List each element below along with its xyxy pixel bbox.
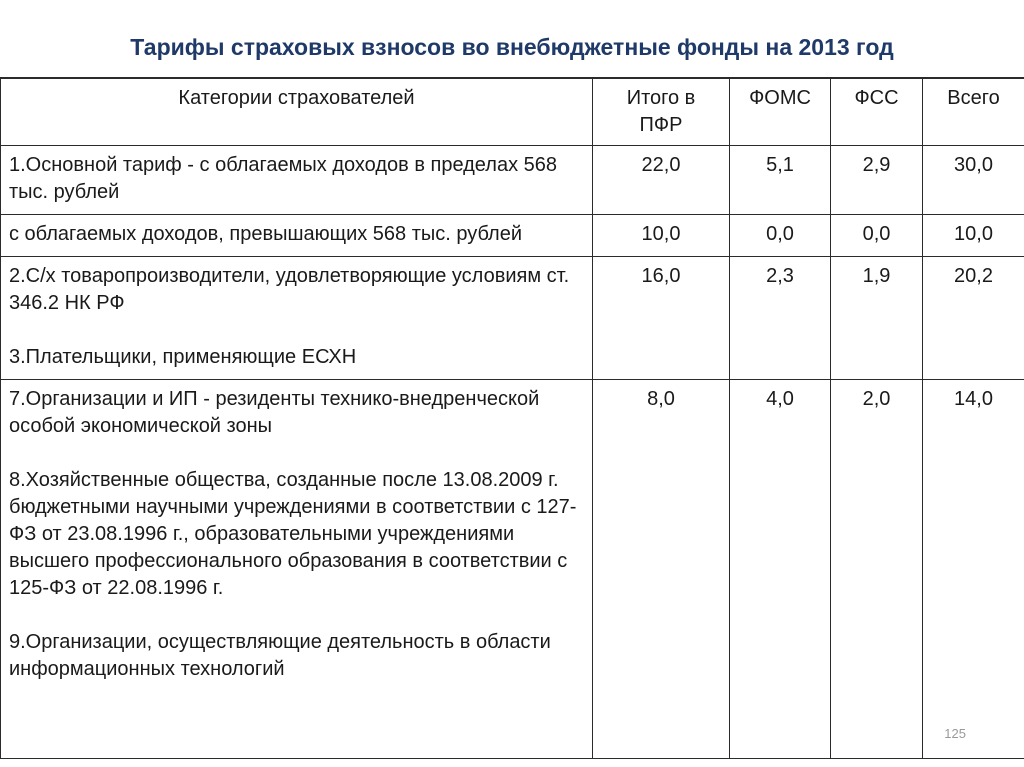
row2-total: 10,0 (923, 214, 1024, 256)
row1-total: 30,0 (923, 145, 1024, 214)
row3-category (1, 256, 593, 379)
header-category: Категории страхователей (1, 78, 593, 145)
table-row (1, 256, 1024, 379)
row4-pfr: 8,0 (593, 379, 730, 758)
row3-fss: 1,9 (831, 256, 923, 379)
row2-fss: 0,0 (831, 214, 923, 256)
row3-total: 20,2 (923, 256, 1024, 379)
header-pfr-line1: Итого в (626, 87, 696, 109)
row4-foms: 4,0 (730, 379, 831, 758)
row1-foms: 5,1 (730, 145, 831, 214)
paragraph-gap (9, 317, 584, 344)
row3-pfr: 16,0 (593, 256, 730, 379)
row2-pfr: 10,0 (593, 214, 730, 256)
table-header-row (1, 78, 1024, 145)
header-pfr-line2: ПФР (639, 114, 683, 136)
header-fss: ФСС (831, 78, 923, 145)
header-foms: ФОМС (730, 78, 831, 145)
row1-pfr: 22,0 (593, 145, 730, 214)
row3-foms: 2,3 (730, 256, 831, 379)
tariff-table (0, 77, 1024, 759)
row1-category (1, 145, 593, 214)
category-text: 1.Основной тариф - с облагаемых доходов в пределах 568 тыс. рублей (9, 153, 557, 203)
category-text: с облагаемых доходов, превышающих 568 тыс. рублей (9, 222, 523, 245)
header-pfr (593, 78, 730, 145)
category-text: 3.Плательщики, применяющие ЕСХН (9, 345, 357, 368)
table-row (1, 214, 1024, 256)
row4-total: 14,0 (923, 379, 1024, 758)
page-number: 125 (944, 726, 966, 741)
row4-category (1, 379, 593, 758)
category-text: 7.Организации и ИП - резиденты технико-внедренческой особой экономической зоны (9, 387, 540, 437)
category-text: 8.Хозяйственные общества, созданные после 13.08.2009 г. бюджетными научными учреждениями в соответствии с 127-ФЗ от 23.08.1996 г., образовательными учреждениями высшего профессионального образования в соответствии с 125-ФЗ от 22.08.1996 г. (9, 468, 577, 599)
header-total: Всего (923, 78, 1024, 145)
row4-fss: 2,0 (831, 379, 923, 758)
paragraph-gap (9, 440, 584, 467)
table-row (1, 145, 1024, 214)
table-row (1, 379, 1024, 758)
row2-foms: 0,0 (730, 214, 831, 256)
row2-category (1, 214, 593, 256)
category-text: 2.С/х товаропроизводители, удовлетворяющие условиям ст. 346.2 НК РФ (9, 264, 570, 314)
paragraph-gap (9, 602, 584, 629)
category-text: 9.Организации, осуществляющие деятельность в области информационных технологий (9, 630, 551, 680)
row1-fss: 2,9 (831, 145, 923, 214)
slide-title: Тарифы страховых взносов во внебюджетные фонды на 2013 год (130, 34, 894, 60)
